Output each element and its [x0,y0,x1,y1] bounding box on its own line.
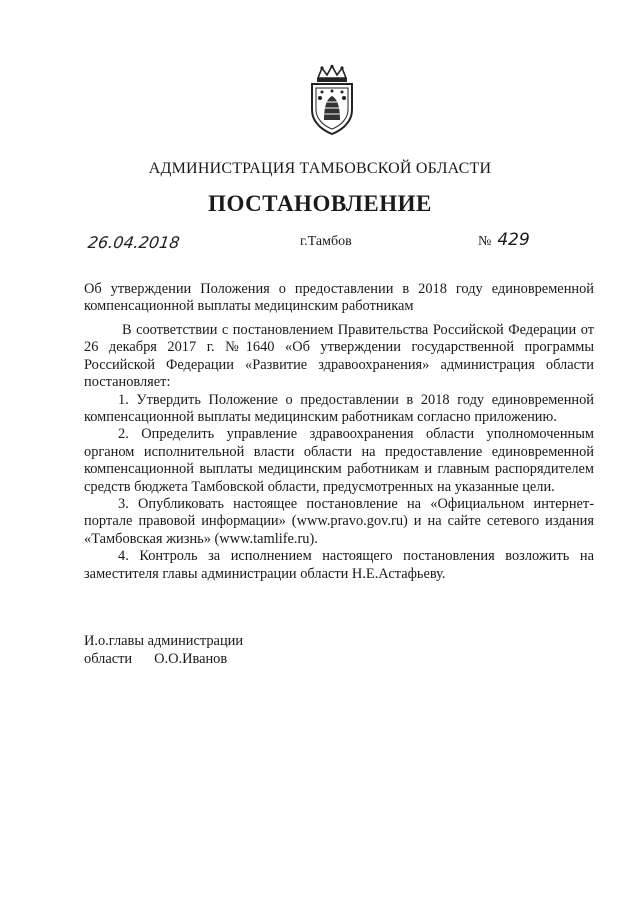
body-item-4: 4. Контроль за исполнением настоящего постановления возложить на заместителя главы администрации области Н.Е.Астафьеву. [84,548,594,582]
number-value: 429 [497,230,530,250]
body-item-3: 3. Опубликовать настоящее постановление на «Официальном интернет-портале правовой информации» (www.pravo.gov.ru) и на сайте сетевого издания «Тамбовская жизнь» (www.tamlife.ru). [84,496,594,547]
signature-title: И.о.главы администрации [84,633,244,649]
document-date: 26.04.2018 [86,233,181,252]
signature-block [84,633,243,668]
body-item-1: 1. Утвердить Положение о предоставлении в 2018 году единовременной компенсационной выплаты медицинским работникам согласно приложению. [84,391,594,426]
document-number [478,230,530,250]
document-body [84,322,594,583]
signature-title-cont: области [84,650,133,667]
document-type-title: ПОСТАНОВЛЕНИЕ [208,191,432,216]
signature-name: О.О.Иванов [154,650,228,667]
coat-of-arms-icon [304,64,360,136]
body-intro: В соответствии с постановлением Правительства Российской Федерации от 26 декабря 2017 г. №1640 «Об утверждении государственной программы Российской Федерации «Развитие здравоохранения» администрация области постановляет: [84,322,594,391]
number-sign: № [478,234,492,249]
organization-name: АДМИНИСТРАЦИЯ ТАМБОВСКОЙ ОБЛАСТИ [148,160,492,177]
body-item-2: 2. Определить управление здравоохранения области уполномоченным органом исполнительной власти области на предоставление единовременной компенсационной выплаты медицинским работникам и главным распорядителем средств бюджета Тамбовской области, предусмотренных на указанные цели. [84,426,594,495]
document-city: г.Тамбов [300,234,352,249]
document-subject: Об утверждении Положения о предоставлении в 2018 году единовременной компенсационной выплаты медицинским работникам [84,281,594,314]
